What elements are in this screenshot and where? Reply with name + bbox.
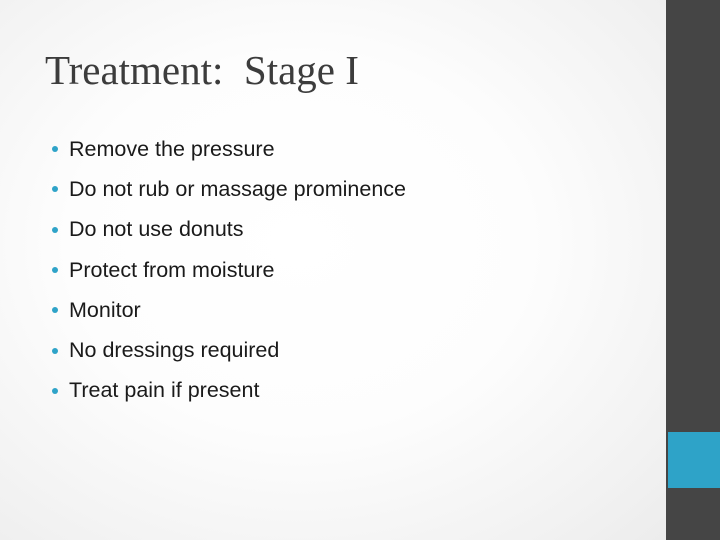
bullet-item <box>52 129 406 169</box>
bullet-text: No dressings required <box>69 338 280 363</box>
bullet-dot-icon <box>52 267 58 273</box>
bullet-list <box>52 129 406 411</box>
bullet-item <box>52 250 406 290</box>
bullet-dot-icon <box>52 186 58 192</box>
bullet-item <box>52 210 406 250</box>
bullet-text: Protect from moisture <box>69 257 275 282</box>
bullet-dot-icon <box>52 348 58 354</box>
bullet-dot-icon <box>52 227 58 233</box>
bullet-item <box>52 169 406 209</box>
side-accent-block <box>668 432 720 488</box>
bullet-dot-icon <box>52 307 58 313</box>
bullet-item <box>52 371 406 411</box>
bullet-item <box>52 330 406 370</box>
bullet-text: Treat pain if present <box>69 378 260 403</box>
bullet-text: Remove the pressure <box>69 136 275 161</box>
bullet-dot-icon <box>52 388 58 394</box>
bullet-item <box>52 290 406 330</box>
bullet-text: Do not rub or massage prominence <box>69 176 407 201</box>
slide-title: Treatment: Stage I <box>45 47 359 93</box>
bullet-dot-icon <box>52 146 58 152</box>
bullet-text: Monitor <box>69 297 141 322</box>
bullet-text: Do not use donuts <box>69 217 244 242</box>
